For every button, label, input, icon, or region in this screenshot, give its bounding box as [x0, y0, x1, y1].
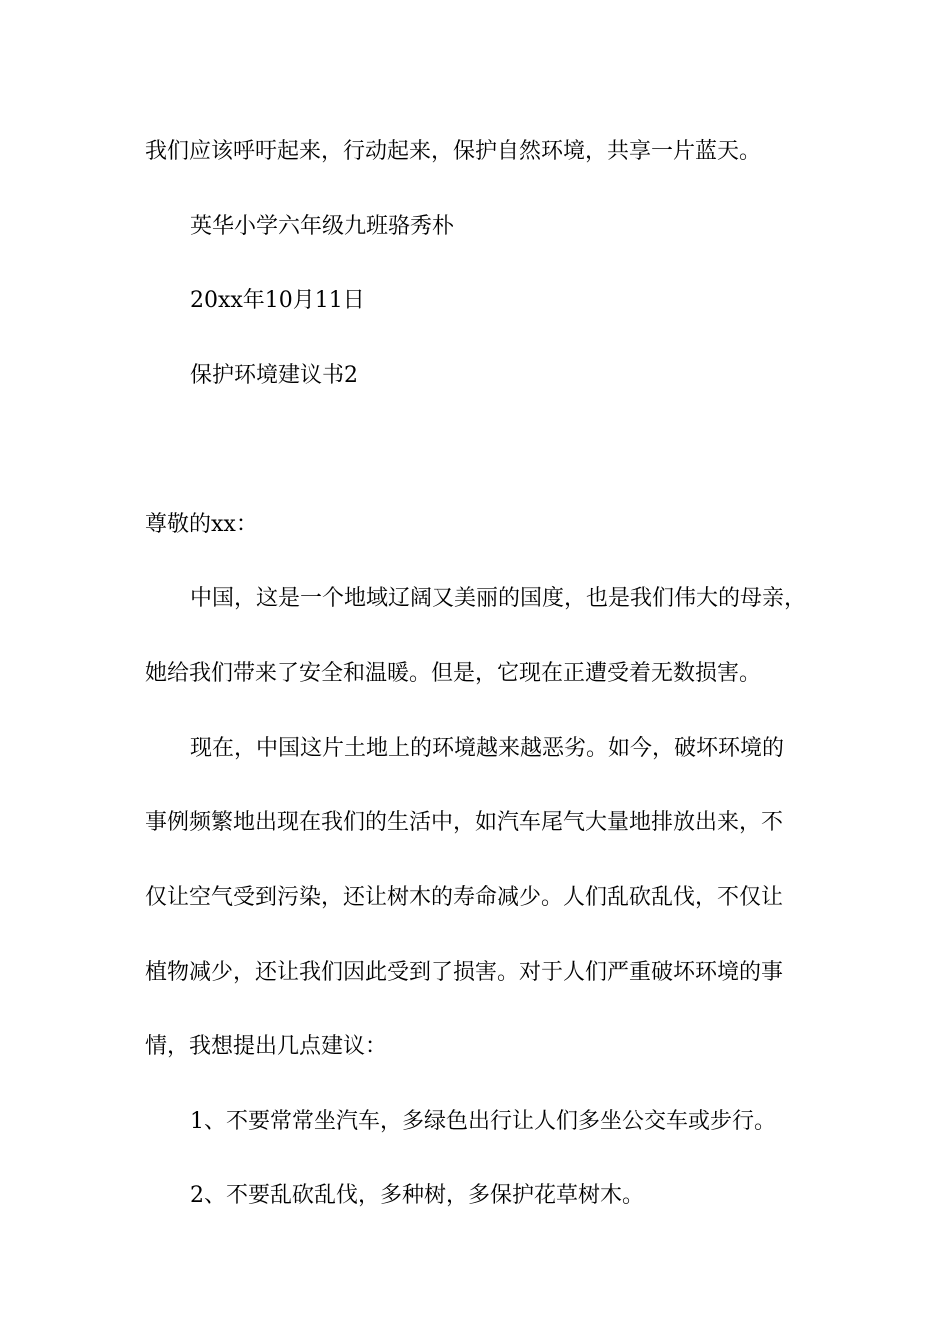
body-paragraph-line: 中国，这是一个地域辽阔又美丽的国度，也是我们伟大的母亲，	[190, 586, 807, 611]
section-title: 保护环境建议书2	[190, 363, 358, 388]
body-paragraph-line: 现在，中国这片土地上的环境越来越恶劣。如今，破坏环境的	[190, 736, 785, 761]
body-paragraph-line: 仅让空气受到污染，还让树木的寿命减少。人们乱砍乱伐，不仅让	[145, 885, 784, 910]
body-paragraph-line: 植物减少，还让我们因此受到了损害。对于人们严重破坏环境的事	[145, 960, 784, 985]
body-paragraph-line: 她给我们带来了安全和温暖。但是，它现在正遭受着无数损害。	[145, 661, 762, 686]
signature-date: 20xx年10月11日	[190, 288, 365, 313]
signature-author: 英华小学六年级九班骆秀朴	[190, 214, 455, 239]
body-paragraph-line: 情，我想提出几点建议：	[145, 1034, 388, 1059]
closing-paragraph-line: 我们应该呼吁起来，行动起来，保护自然环境，共享一片蓝天。	[145, 139, 762, 164]
suggestion-item: 1、不要常常坐汽车，多绿色出行让人们多坐公交车或步行。	[190, 1109, 776, 1134]
body-paragraph-line: 事例频繁地出现在我们的生活中，如汽车尾气大量地排放出来，不	[145, 810, 784, 835]
suggestion-item: 2、不要乱砍乱伐，多种树，多保护花草树木。	[190, 1183, 644, 1208]
salutation: 尊敬的xx：	[145, 512, 258, 537]
